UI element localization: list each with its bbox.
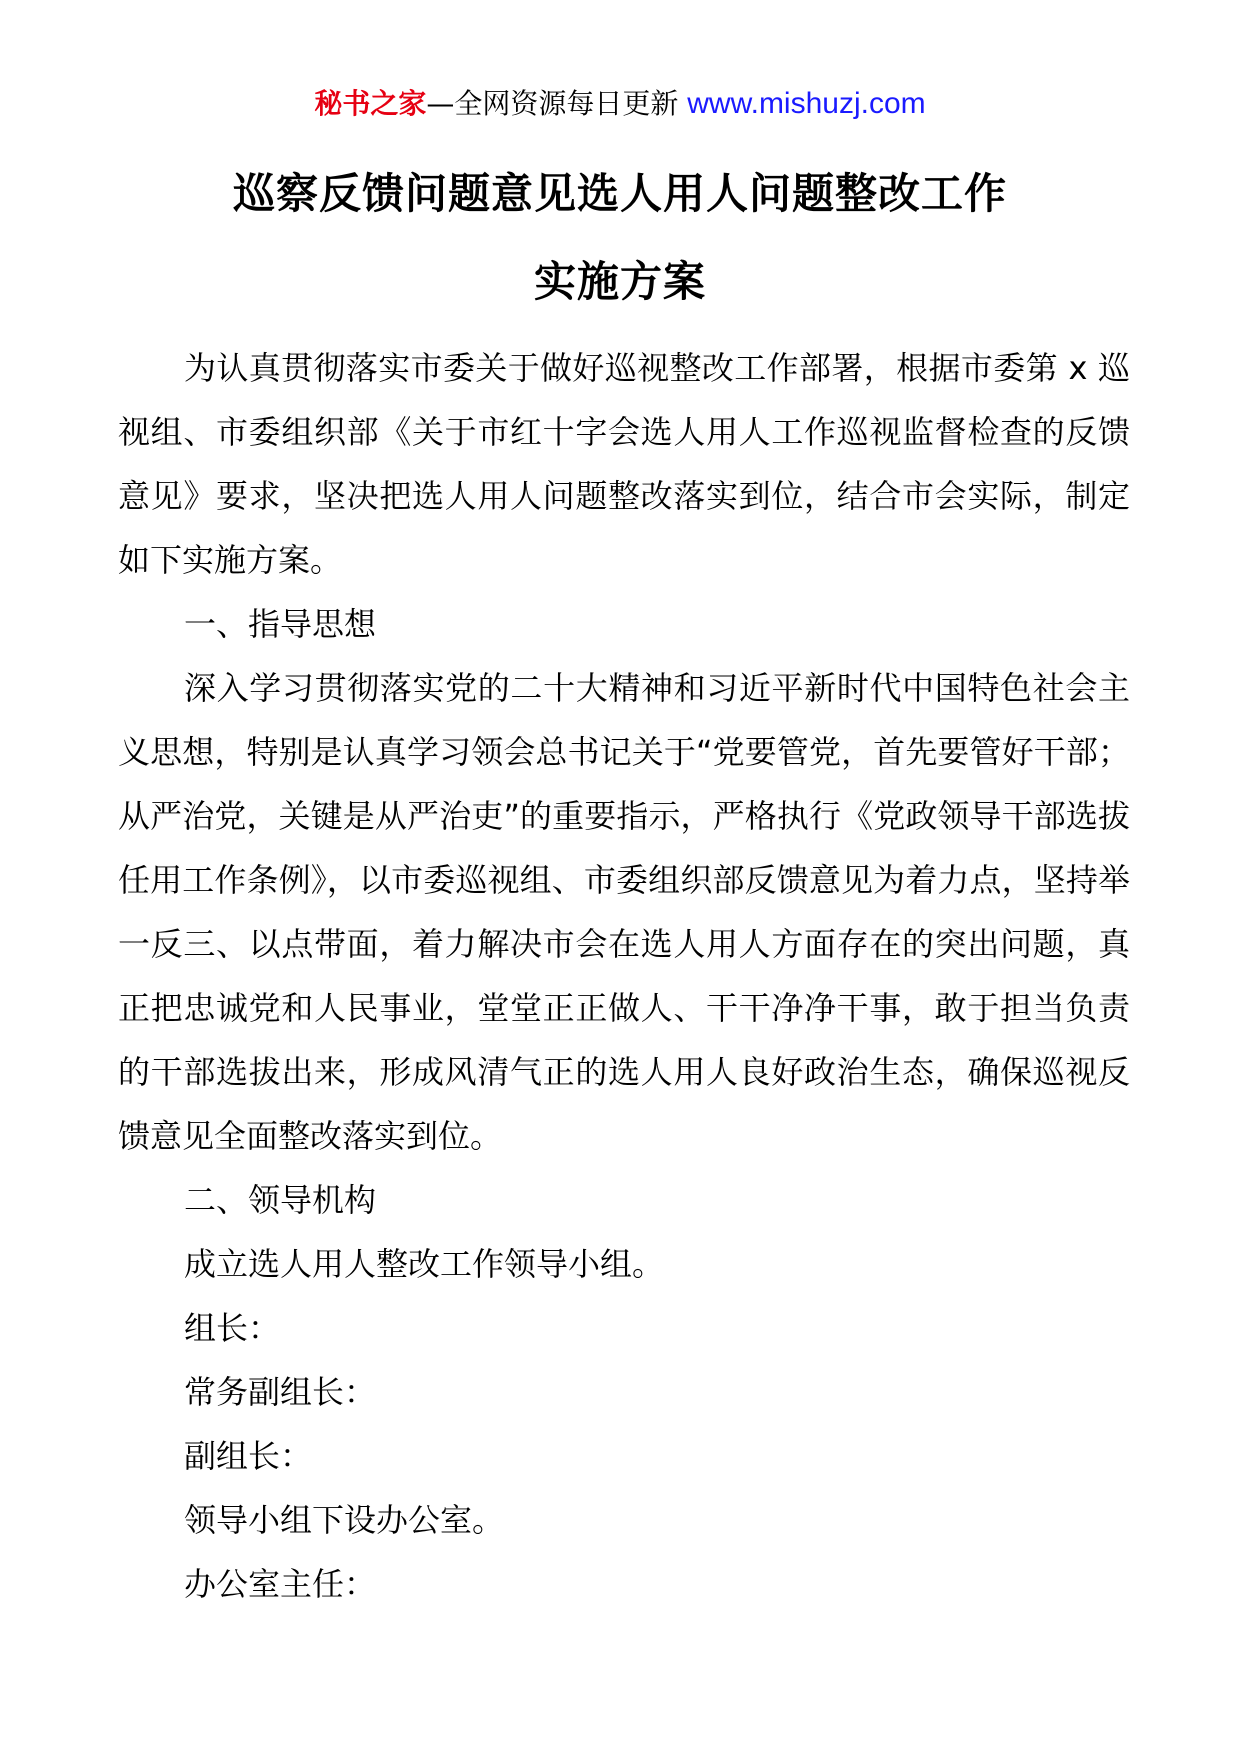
header-tagline: —全网资源每日更新 — [426, 87, 688, 120]
section-heading-guiding-ideology: 一、指导思想 — [184, 605, 377, 643]
intro-paragraph: 为认真贯彻落实市委关于做好巡视整改工作部署，根据市委第 x 巡视组、市委组织部《关于市红十字会选人用人工作巡视监督检查的反馈意见》要求，坚决把选人用人问题整改落实到位，结合市会实际，制定如下实施方案。 — [118, 349, 1130, 579]
document-body — [118, 336, 1130, 1616]
document-title-line-2: 实施方案 — [533, 257, 706, 306]
office-paragraph: 领导小组下设办公室。 — [184, 1501, 505, 1539]
site-url-link[interactable]: www.mishuzj.com — [687, 87, 926, 120]
site-header — [0, 84, 1240, 124]
deputy-leader-label: 副组长： — [184, 1437, 313, 1475]
document-title-line-1: 巡察反馈问题意见选人用人问题整改工作 — [232, 169, 1007, 218]
office-director-label: 办公室主任： — [184, 1565, 377, 1603]
brand-name: 秘书之家 — [314, 87, 427, 120]
section-heading-leadership: 二、领导机构 — [184, 1181, 377, 1219]
executive-deputy-leader-label: 常务副组长： — [184, 1373, 377, 1411]
leadership-group-paragraph: 成立选人用人整改工作领导小组。 — [184, 1245, 665, 1283]
leader-label: 组长： — [184, 1309, 281, 1347]
guiding-ideology-paragraph: 深入学习贯彻落实党的二十大精神和习近平新时代中国特色社会主义思想，特别是认真学习领会总书记关于“党要管党，首先要管好干部；从严治党，关键是从严治吏”的重要指示，严格执行《党政领导干部选拔任用工作条例》，以市委巡视组、市委组织部反馈意见为着力点，坚持举一反三、以点带面，着力解决市会在选人用人方面存在的突出问题，真正把忠诚党和人民事业，堂堂正正做人、干干净净干事，敢于担当负责的干部选拔出来，形成风清气正的选人用人良好政治生态，确保巡视反馈意见全面整改落实到位。 — [118, 669, 1130, 1155]
